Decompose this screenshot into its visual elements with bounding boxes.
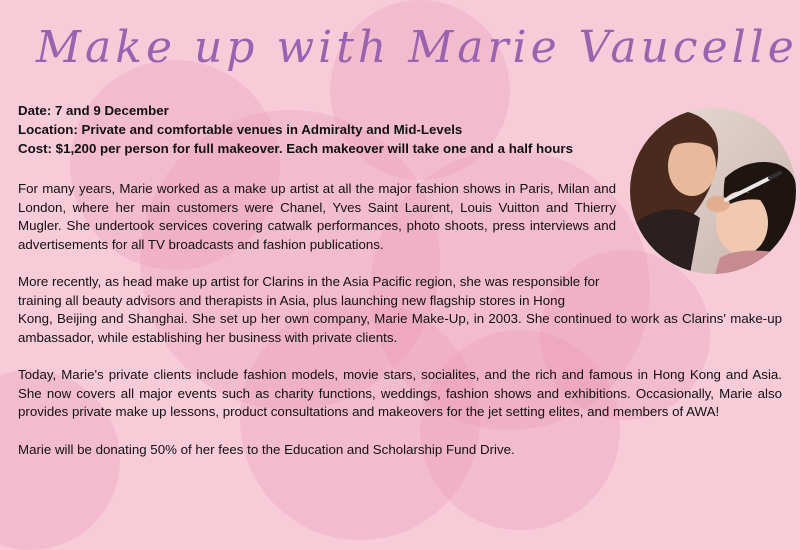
event-date: Date: 7 and 9 December — [18, 103, 169, 118]
article-body — [18, 180, 800, 478]
paragraph-donation: Marie will be donating 50% of her fees to the Education and Scholarship Fund Drive. — [18, 441, 515, 457]
paragraph-clarins-end: Kong, Beijing and Shanghai. She set up her own company, Marie Make-Up, in 2003. She continued to work as Clarins' make-up ambassador, while establishing her business with private clients. — [18, 311, 782, 345]
event-cost: Cost: $1,200 per person for full makeover. Each makeover will take one and a half hours — [18, 141, 573, 156]
paragraph-clients: Today, Marie's private clients include fashion models, movie stars, socialites, and the rich and famous in Hong Kong and Asia. She now covers all major events such as charity functions, weddings, fashion shows and exhibitions. Occasionally, Marie also provides private make up lessons, product consultations and makeovers for the jet setting elites, and members of AWA! — [18, 367, 782, 419]
paragraph-clarins-start: More recently, as head make up artist for Clarins in the Asia Pacific region, she was responsible for training all beauty advisors and therapists in Asia, plus launching new flagship stores in Hong — [18, 274, 600, 308]
event-location: Location: Private and comfortable venues in Admiralty and Mid-Levels — [18, 122, 463, 137]
event-details — [18, 101, 630, 158]
page-title: Make up with Marie Vaucelle — [36, 22, 798, 73]
paragraph-career: For many years, Marie worked as a make up artist at all the major fashion shows in Paris, Milan and London, where her main customers were Chanel, Yves Saint Laurent, Louis Vuitton and Thierry Mugler. She undertook services covering catwalk performances, photo shoots, press interviews and advertisements for all TV broadcasts and fashion publications. — [18, 181, 616, 252]
